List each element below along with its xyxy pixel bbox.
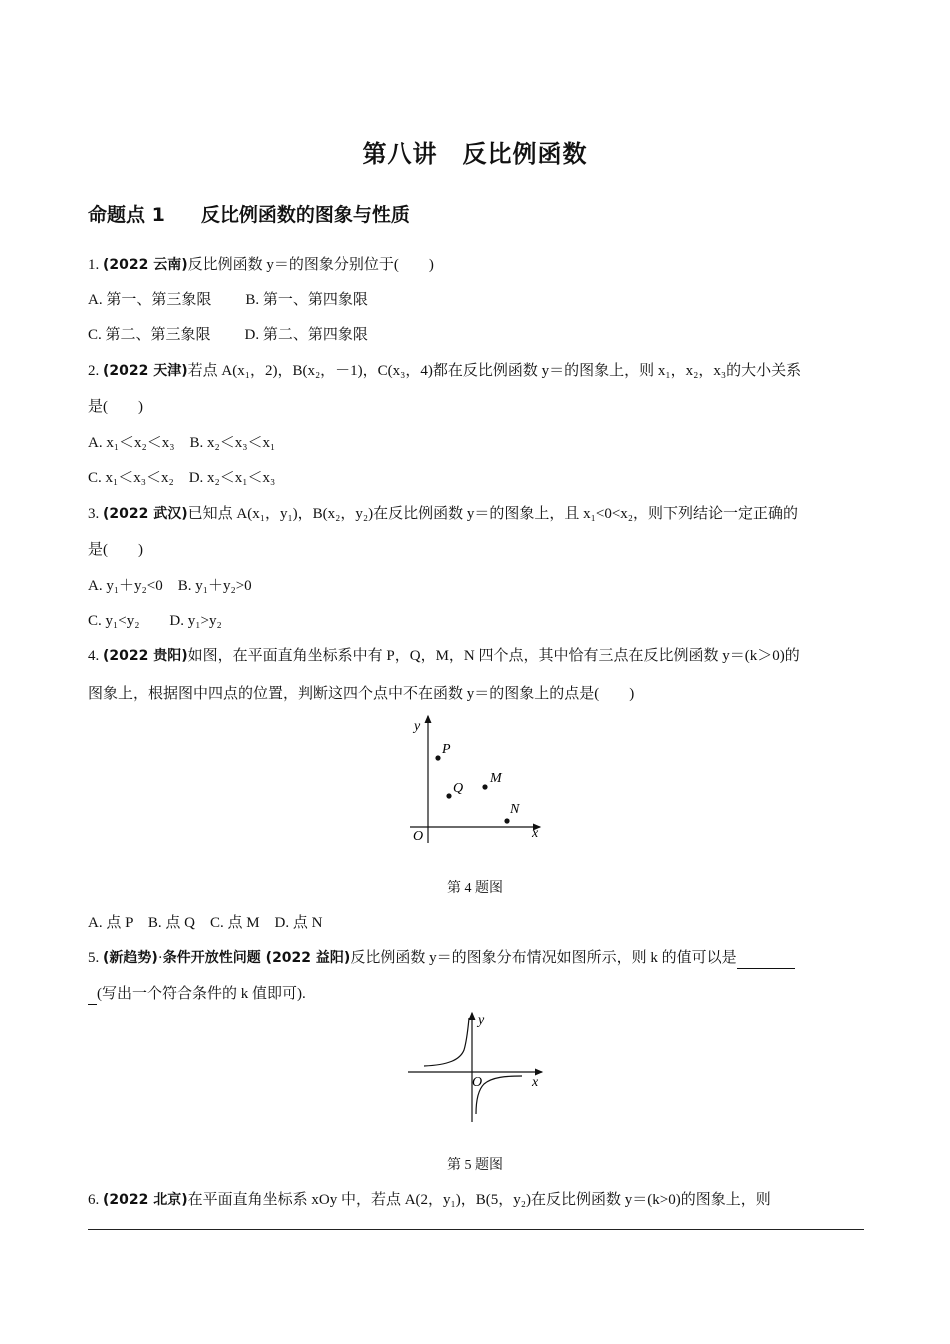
q5-stem-line-2 [88, 984, 864, 1005]
q5-x-label: x [532, 1075, 539, 1090]
q2-options-ab: A. x₁＜x₂＜x₃ B. x₂＜x₃＜x₁ [88, 435, 276, 451]
q5-y-label: y [478, 1013, 485, 1028]
footer-rule [88, 1229, 864, 1230]
q4-label-q: Q [453, 781, 464, 796]
q5-number: 5. [88, 950, 103, 966]
q4-origin-label: O [413, 829, 424, 844]
q3-options-ab: A. y₁＋y₂<0 B. y₁＋y₂>0 [88, 578, 252, 594]
q4-point-q [446, 793, 451, 798]
q4-y-label: y [414, 719, 421, 734]
q4-stem-line-2: 图象上，根据图中四点的位置，判断这四个点中不在函数 y＝的图象上的点是( ) [88, 686, 635, 702]
q1-options-cd [88, 325, 864, 345]
q5-curve-quadrant-4 [476, 1076, 522, 1114]
q5-answer-blank [737, 948, 795, 969]
q4-options: A. 点 P B. 点 Q C. 点 M D. 点 N [88, 915, 323, 931]
q1-option-a: A. 第一、第三象限 [88, 292, 212, 308]
q5-source: (2022 益阳) [260, 950, 351, 966]
q2-stem-1: 若点 A(x₁，2)，B(x₂，－1)，C(x₃，4)都在反比例函数 y＝的图象上，则 x₁，x₂，x₃的大小关系 [187, 363, 802, 379]
q1-option-c: C. 第二、第三象限 [88, 327, 211, 343]
q4-number: 4. [88, 648, 103, 664]
section-heading [88, 200, 410, 227]
q4-point-p [435, 755, 440, 760]
q3-options-cd: C. y₁<y₂ D. y₁>y₂ [88, 613, 222, 629]
q6-source: (2022 北京) [103, 1192, 188, 1208]
q5-stem-2: (写出一个符合条件的 k 值即可). [97, 986, 306, 1002]
q2-options-cd: C. x₁＜x₃＜x₂ D. x₂＜x₁＜x₃ [88, 470, 276, 486]
q2-stem-line-1 [88, 361, 864, 381]
q4-label-m: M [490, 771, 502, 786]
q5-dot: · [157, 950, 163, 966]
q4-label-p: P [442, 742, 451, 757]
section-text: 反比例函数的图象与性质 [200, 204, 410, 226]
q2-number: 2. [88, 363, 103, 379]
q5-curve-quadrant-2 [424, 1018, 469, 1066]
q1-number: 1. [88, 257, 103, 273]
section-label: 命题点 1 [88, 204, 165, 226]
q5-stem-1: 反比例函数 y＝的图象分布情况如图所示，则 k 的值可以是 [350, 950, 737, 966]
q6-stem-line-1 [88, 1190, 864, 1210]
q4-stem-line-1 [88, 646, 864, 666]
q1-option-d: D. 第二、第四象限 [244, 327, 368, 343]
q5-figure [400, 1010, 550, 1125]
q4-label-n: N [510, 802, 520, 817]
q3-number: 3. [88, 506, 103, 522]
q5-caption: 第 5 题图 [447, 1158, 503, 1173]
q5-type-tag: 条件开放性问题 [162, 950, 261, 966]
q3-stem-1: 已知点 A(x₁，y₁)，B(x₂，y₂)在反比例函数 y＝的图象上，且 x₁<0<x₂，则下列结论一定正确的 [187, 506, 799, 522]
q4-caption: 第 4 题图 [447, 881, 503, 896]
q1-option-b: B. 第一、第四象限 [245, 292, 368, 308]
q2-stem-line-2: 是( ) [88, 399, 143, 415]
q1-stem: 反比例函数 y＝的图象分别位于( ) [187, 257, 434, 273]
q6-stem-1: 在平面直角坐标系 xOy 中，若点 A(2，y₁)，B(5，y₂)在反比例函数 y＝(k>0)的图象上，则 [187, 1192, 771, 1208]
q2-source: (2022 天津) [103, 363, 188, 379]
q3-stem-line-1 [88, 504, 864, 524]
q4-source: (2022 贵阳) [103, 648, 188, 664]
q1-stem-line [88, 255, 864, 275]
q4-point-n [504, 818, 509, 823]
q3-source: (2022 武汉) [103, 506, 188, 522]
q5-answer-blank-tail [88, 984, 97, 1005]
q4-x-label: x [532, 826, 539, 841]
q4-point-m [482, 784, 487, 789]
q6-number: 6. [88, 1192, 103, 1208]
q5-origin-label: O [472, 1075, 483, 1090]
q3-stem-line-2: 是( ) [88, 542, 143, 558]
q1-options-ab [88, 290, 864, 310]
q4-figure [400, 710, 550, 850]
page-title: 第八讲 反比例函数 [362, 140, 588, 168]
q5-stem-line-1 [88, 948, 864, 969]
q5-trend-tag: (新趋势) [103, 950, 158, 966]
q1-source: (2022 云南) [103, 257, 188, 273]
q4-stem-1: 如图，在平面直角坐标系中有 P，Q，M，N 四个点，其中恰有三点在反比例函数 y＝(k＞0)的 [187, 648, 800, 664]
